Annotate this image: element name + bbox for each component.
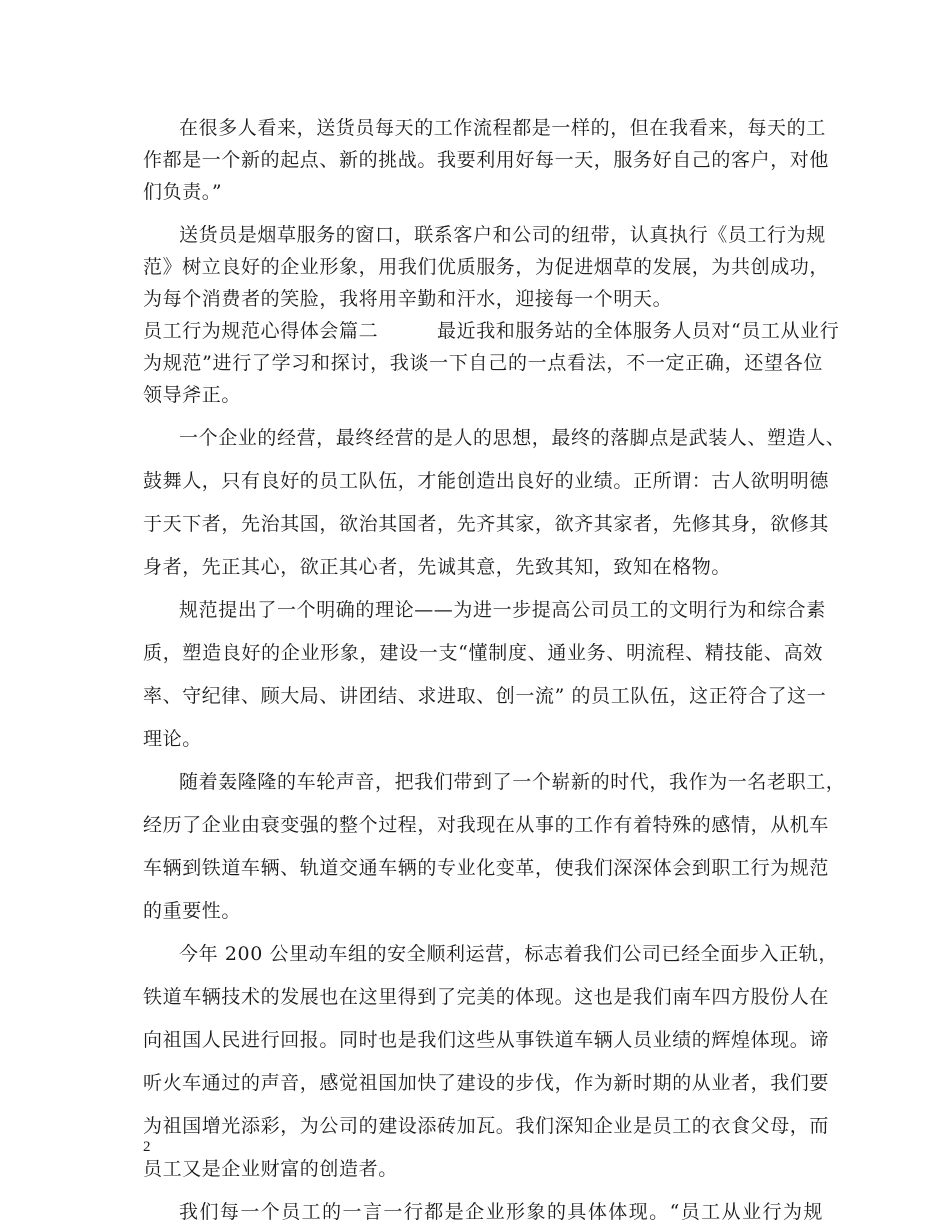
text-line: 我们每一个员工的一言一行都是企业形象的具体体现。“员工从业行为规	[179, 1201, 823, 1223]
text-line: 铁道车辆技术的发展也在这里得到了完美的体现。这也是我们南车四方股份人在	[143, 986, 830, 1008]
text-line: 员工又是企业财富的创造者。	[143, 1158, 398, 1180]
text-line: 质，塑造良好的企业形象，建设一支“懂制度、通业务、明流程、精技能、高效	[143, 642, 823, 664]
text-line: 为每个消费者的笑脸，我将用辛勤和汗水，迎接每一个明天。	[143, 288, 673, 310]
text-line: 听火车通过的声音，感觉祖国加快了建设的步伐，作为新时期的从业者，我们要	[143, 1072, 830, 1094]
text-line: 向祖国人民进行回报。同时也是我们这些从事铁道车辆人员业绩的辉煌体现。谛	[143, 1029, 830, 1051]
text-line: 员工行为规范心得体会篇二 最近我和服务站的全体服务人员对“员工从业行	[143, 320, 840, 342]
text-line: 的重要性。	[143, 900, 242, 922]
text-line: 作都是一个新的起点、新的挑战。我要利用好每一天，服务好自己的客户，对他	[143, 149, 830, 171]
page-number: 2	[143, 1139, 151, 1155]
text-line: 范》树立良好的企业形象，用我们优质服务，为促进烟草的发展，为共创成功，	[143, 256, 830, 278]
text-line: 车辆到铁道车辆、轨道交通车辆的专业化变革，使我们深深体会到职工行为规范	[143, 857, 830, 879]
text-line: 身者，先正其心，欲正其心者，先诚其意，先致其知，致知在格物。	[143, 556, 732, 578]
text-line: 今年 200 公里动车组的安全顺利运营，标志着我们公司已经全面步入正轨，	[179, 943, 838, 965]
text-line: 在很多人看来，送货员每天的工作流程都是一样的，但在我看来，每天的工	[179, 117, 826, 139]
text-line: 送货员是烟草服务的窗口，联系客户和公司的纽带，认真执行《员工行为规	[179, 224, 826, 246]
document-body	[143, 112, 846, 1228]
text-line: 于天下者，先治其国，欲治其国者，先齐其家，欲齐其家者，先修其身，欲修其	[143, 513, 830, 535]
text-line: 经历了企业由衰变强的整个过程，对我现在从事的工作有着特殊的感情，从机车	[143, 814, 830, 836]
text-line: 为规范”进行了学习和探讨，我谈一下自己的一点看法，不一定正确，还望各位	[143, 352, 823, 374]
text-line: 鼓舞人，只有良好的员工队伍，才能创造出良好的业绩。正所谓：古人欲明明德	[143, 470, 830, 492]
text-line: 随着轰隆隆的车轮声音，把我们带到了一个崭新的时代，我作为一名老职工，	[179, 771, 846, 793]
text-line: 一个企业的经营，最终经营的是人的思想，最终的落脚点是武装人、塑造人、	[179, 427, 846, 449]
text-line: 规范提出了一个明确的理论——为进一步提高公司员工的文明行为和综合素	[179, 599, 826, 621]
text-line: 率、守纪律、顾大局、讲团结、求进取、创一流” 的员工队伍，这正符合了这一	[143, 685, 827, 707]
text-line: 理论。	[143, 728, 202, 750]
text-line: 领导斧正。	[143, 384, 242, 406]
text-line: 们负责。”	[143, 181, 223, 203]
text-line: 为祖国增光添彩，为公司的建设添砖加瓦。我们深知企业是员工的衣食父母，而	[143, 1115, 830, 1137]
